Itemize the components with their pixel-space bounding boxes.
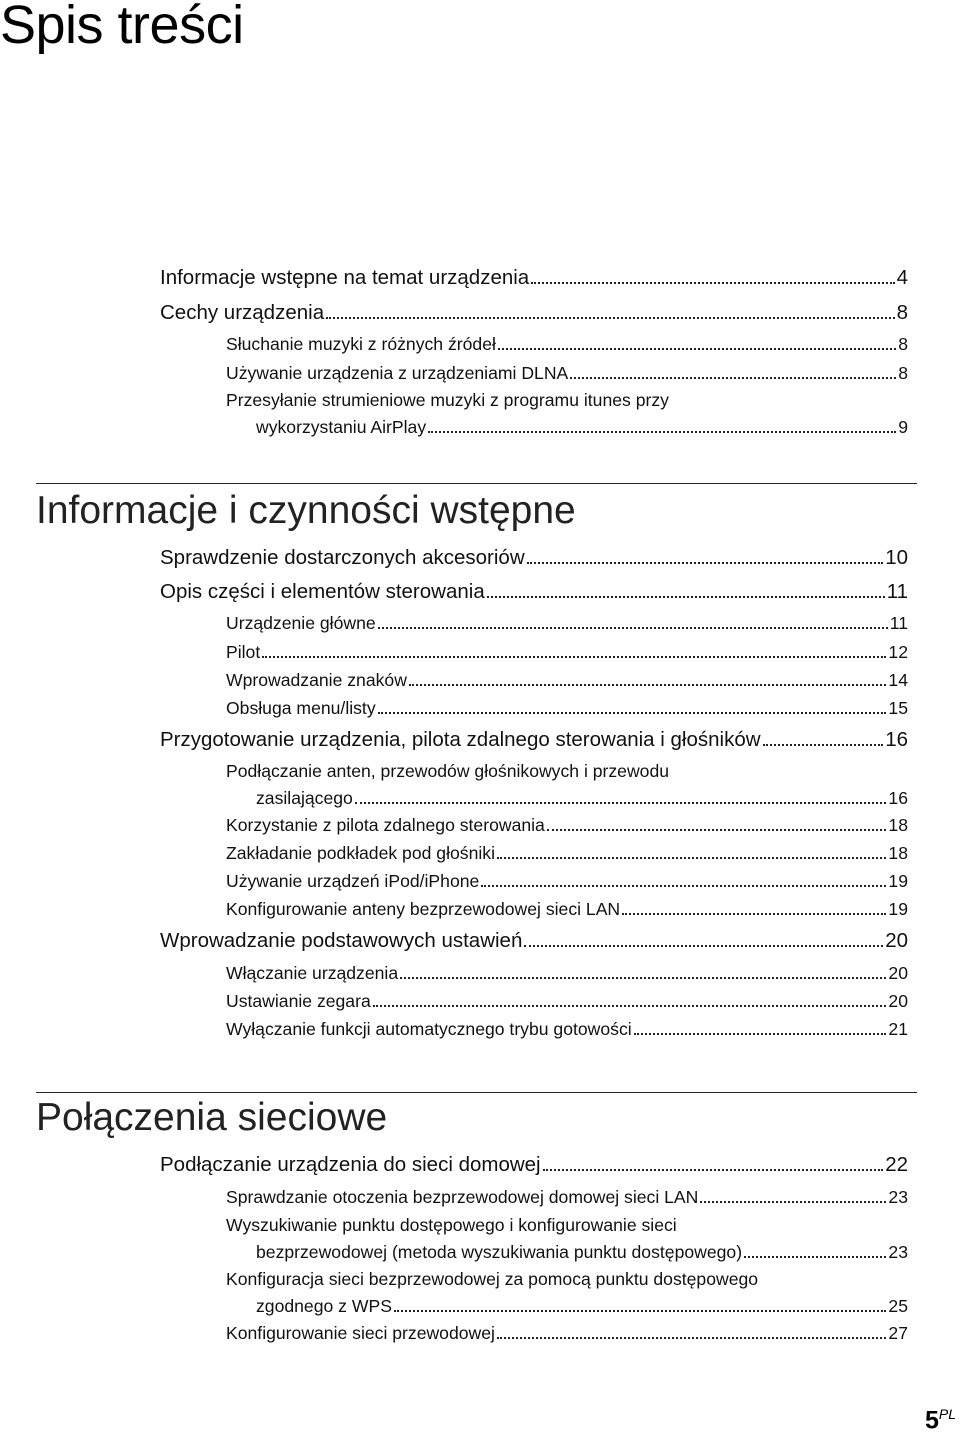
toc-entry-label: zgodnego z WPS [256,1296,392,1316]
page-title: Spis treści [0,0,244,55]
toc-entry[interactable] [160,580,908,613]
toc-entry-page: 27 [888,1323,908,1343]
toc-entry-page: 8 [896,301,908,324]
dot-leader [378,626,888,629]
toc-entry-label: Wyłączanie funkcji automatycznego trybu gotowości [226,1019,632,1039]
toc-entry-label: Konfigurowanie sieci przewodowej [226,1323,495,1343]
toc-entry[interactable] [226,363,908,390]
toc-entry[interactable] [226,1323,908,1351]
toc-entry-page: 16 [888,788,908,808]
toc-entry[interactable] [226,642,908,670]
toc-entry-page: 20 [888,963,908,983]
dot-leader [622,912,886,915]
toc-entry-page: 25 [888,1296,908,1316]
toc-section-1 [0,546,960,1047]
dot-leader [543,1168,884,1171]
dot-leader [744,1255,886,1258]
toc-entry-page: 23 [888,1242,908,1262]
toc-entry[interactable] [160,546,908,580]
dot-leader [497,856,886,859]
toc-entry[interactable] [226,991,908,1019]
dot-leader [428,430,896,433]
section-divider [36,1092,917,1093]
toc-entry[interactable] [160,728,908,761]
toc-entry-first-line[interactable]: Podłączanie anten, przewodów głośnikowych i przewodu [226,761,670,781]
toc-entry-label: Korzystanie z pilota zdalnego sterowania [226,815,545,835]
toc-entry-page: 23 [888,1187,908,1207]
toc-entry-page: 9 [898,417,908,437]
toc-entry[interactable] [226,843,908,871]
toc-entry[interactable] [226,899,908,929]
toc-entry-label: Wprowadzanie podstawowych ustawień [160,929,523,952]
toc-entry-label: Pilot [226,642,261,662]
dot-leader [394,1309,886,1312]
toc-entry-label: bezprzewodowej (metoda wyszukiwania punktu dostępowego) [256,1242,743,1262]
toc-entry-label: Obsługa menu/listy [226,698,376,718]
dot-leader [634,1032,887,1035]
page-number-value: 5 [924,1406,939,1435]
toc-entry-page: 8 [898,363,908,383]
toc-entry[interactable] [226,613,908,642]
dot-leader [262,655,886,658]
toc-entry-page: 12 [888,642,908,662]
toc-entry-label: zasilającego [256,788,353,808]
dot-leader [497,1336,886,1339]
section-heading: Informacje i czynności wstępne [36,489,576,532]
dot-leader [498,347,896,350]
dot-leader [487,595,885,598]
toc-entry-page: 21 [888,1019,908,1039]
toc-entry[interactable] [226,670,908,698]
dot-leader [378,711,887,714]
dot-leader [527,561,884,564]
dot-leader [700,1200,886,1203]
toc-entry[interactable] [226,815,908,843]
language-code: PL [938,1406,956,1422]
toc-entry-label: Ustawianie zegara [226,991,371,1011]
toc-entry[interactable] [226,871,908,899]
toc-entry-page: 10 [885,546,908,569]
dot-leader [409,683,887,686]
toc-entry[interactable] [256,1242,908,1269]
toc-entry-label: Urządzenie główne [226,613,376,633]
toc-entry[interactable] [160,301,908,334]
dot-leader [524,944,883,947]
toc-entry[interactable] [226,1019,908,1047]
toc-entry[interactable] [160,1153,908,1187]
toc-entry-label: Sprawdzanie otoczenia bezprzewodowej domowej sieci LAN [226,1187,699,1207]
toc-entry-page: 19 [888,899,908,919]
toc-entry-label: Sprawdzenie dostarczonych akcesoriów [160,546,525,569]
toc-entry[interactable] [256,417,908,444]
dot-leader [763,743,884,746]
page-number [925,1406,956,1435]
toc-entry-page: 11 [889,613,908,633]
toc-entry[interactable] [160,929,908,963]
dot-leader [570,376,896,379]
toc-entry-page: 18 [888,843,908,863]
toc-entry-first-line[interactable]: Wyszukiwanie punktu dostępowego i konfigurowanie sieci [226,1215,677,1235]
dot-leader [373,1004,887,1007]
toc-entry-label: Używanie urządzenia z urządzeniami DLNA [226,363,569,383]
toc-entry-label: Cechy urządzenia [160,301,325,324]
toc-entry-page: 19 [888,871,908,891]
toc-entry[interactable] [160,266,908,301]
toc-entry-label: Konfigurowanie anteny bezprzewodowej sieci LAN [226,899,621,919]
toc-entry-page: 20 [885,929,908,952]
toc-entry-label: Wprowadzanie znaków [226,670,407,690]
toc-entry-page: 15 [888,698,908,718]
toc-entry-page: 16 [885,728,908,751]
toc-entry[interactable] [256,1296,908,1323]
dot-leader [326,316,895,319]
dot-leader [547,828,887,831]
toc-entry-label: Używanie urządzeń iPod/iPhone [226,871,480,891]
toc-entry-label: Informacje wstępne na temat urządzenia [160,266,530,289]
toc-entry-page: 14 [888,670,908,690]
toc-entry-page: 22 [885,1153,908,1176]
toc-entry[interactable] [226,1187,908,1215]
dot-leader [355,801,887,804]
toc-entry-label: Podłączanie urządzenia do sieci domowej [160,1153,541,1176]
toc-entry[interactable] [226,963,908,991]
dot-leader [481,884,886,887]
toc-section-2 [0,1153,960,1351]
toc-entry-label: Zakładanie podkładek pod głośniki [226,843,495,863]
toc-intro [0,266,960,444]
toc-entry-first-line[interactable]: Przesyłanie strumieniowe muzyki z programu itunes przy [226,390,669,410]
toc-entry[interactable] [256,788,908,815]
toc-entry-first-line[interactable]: Konfiguracja sieci bezprzewodowej za pomocą punktu dostępowego [226,1269,759,1289]
toc-entry-page: 20 [888,991,908,1011]
toc-entry-page: 18 [888,815,908,835]
toc-entry-label: Włączanie urządzenia [226,963,399,983]
toc-entry-label: Słuchanie muzyki z różnych źródeł [226,334,496,354]
dot-leader [400,976,886,979]
toc-entry[interactable] [226,698,908,728]
toc-entry-label: Opis części i elementów sterowania [160,580,485,603]
dot-leader [531,281,894,284]
toc-entry-page: 11 [886,580,908,603]
toc-entry-page: 4 [896,266,908,289]
toc-entry-label: wykorzystaniu AirPlay [256,417,427,437]
toc-entry[interactable] [226,334,908,363]
section-divider [36,483,917,484]
section-heading: Połączenia sieciowe [36,1096,388,1139]
toc-entry-label: Przygotowanie urządzenia, pilota zdalnego sterowania i głośników [160,728,761,751]
toc-entry-page: 8 [898,334,908,354]
